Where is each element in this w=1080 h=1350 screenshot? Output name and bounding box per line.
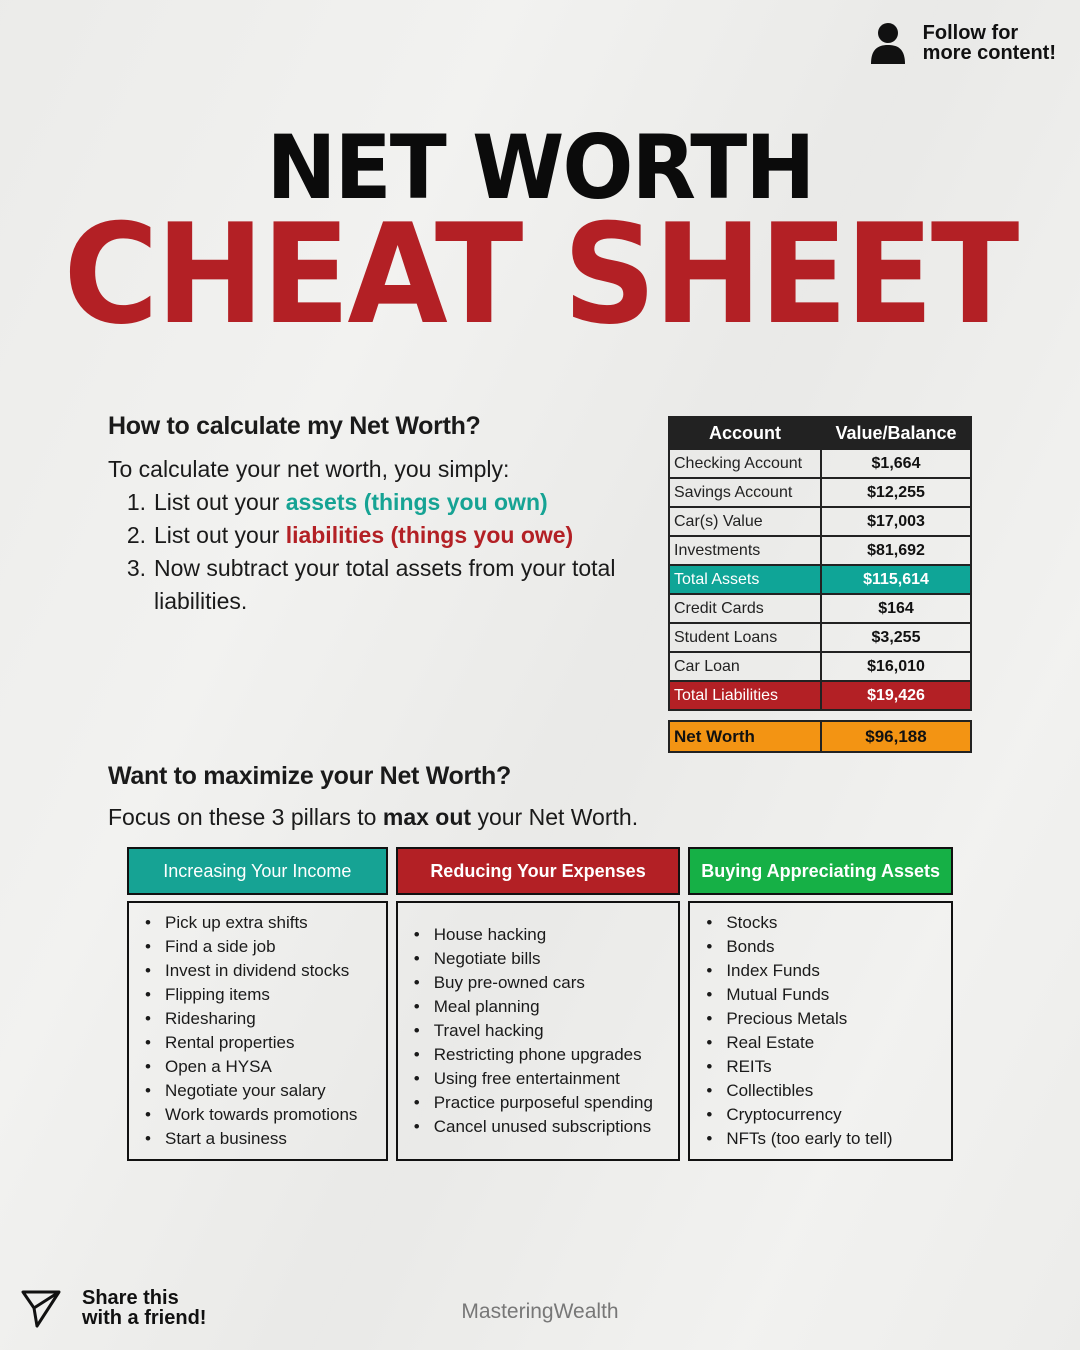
step-item xyxy=(108,519,628,552)
list-item: • Restricting phone upgrades xyxy=(414,1043,673,1067)
how-heading: How to calculate my Net Worth? xyxy=(108,412,481,440)
list-item: • Precious Metals xyxy=(706,1007,945,1031)
list-item: • Negotiate your salary xyxy=(145,1079,380,1103)
list-item: • Collectibles xyxy=(706,1079,945,1103)
share-line-1: Share this xyxy=(82,1287,179,1309)
follow-badge[interactable] xyxy=(871,22,1056,64)
how-section xyxy=(108,412,628,618)
pillar-assets xyxy=(688,847,953,1161)
account-cell: Student Loans xyxy=(669,623,821,652)
table-header-row xyxy=(669,417,971,449)
total-liabilities-row xyxy=(669,681,971,710)
value-cell: $115,614 xyxy=(821,565,971,594)
pillar-list-box xyxy=(688,901,953,1161)
table-row xyxy=(669,652,971,681)
pillar-list xyxy=(706,911,945,1151)
account-cell: Credit Cards xyxy=(669,594,821,623)
list-item: • Invest in dividend stocks xyxy=(145,959,380,983)
person-icon xyxy=(871,22,905,64)
list-item: • NFTs (too early to tell) xyxy=(706,1127,945,1151)
column-header-account: Account xyxy=(669,417,821,449)
account-cell: Car(s) Value xyxy=(669,507,821,536)
pillar-expenses xyxy=(396,847,681,1161)
follow-line-1: Follow for xyxy=(922,22,1019,44)
value-cell: $81,692 xyxy=(821,536,971,565)
list-item: • Pick up extra shifts xyxy=(145,911,380,935)
page-title-line-2: CHEAT SHEET xyxy=(63,194,1017,355)
list-item: • Real Estate xyxy=(706,1031,945,1055)
maximize-intro xyxy=(108,801,638,834)
pillar-list-box xyxy=(127,901,388,1161)
step-text: List out your xyxy=(154,489,286,515)
list-item: • Bonds xyxy=(706,935,945,959)
list-item: • Practice purposeful spending xyxy=(414,1091,673,1115)
maximize-heading: Want to maximize your Net Worth? xyxy=(108,762,511,790)
list-item: • Cryptocurrency xyxy=(706,1103,945,1127)
value-cell: $3,255 xyxy=(821,623,971,652)
account-cell: Total Liabilities xyxy=(669,681,821,710)
account-cell: Checking Account xyxy=(669,449,821,478)
maximize-intro-bold: max out xyxy=(382,804,472,830)
maximize-intro-suffix: your Net Worth. xyxy=(471,804,639,830)
step-text: Now subtract your total assets from your total liabilities. xyxy=(154,555,616,614)
step-item xyxy=(108,486,628,519)
table-row xyxy=(669,507,971,536)
liabilities-highlight: liabilities (things you owe) xyxy=(285,522,574,548)
list-item: • House hacking xyxy=(414,923,673,947)
list-item: • Buy pre-owned cars xyxy=(414,971,673,995)
share-line-2: with a friend! xyxy=(82,1307,207,1329)
list-item: • Work towards promotions xyxy=(145,1103,380,1127)
step-text: List out your xyxy=(154,522,286,548)
pillar-title: Reducing Your Expenses xyxy=(396,847,681,895)
maximize-intro-prefix: Focus on these 3 pillars to xyxy=(108,804,383,830)
value-cell: $17,003 xyxy=(821,507,971,536)
pillar-list xyxy=(145,911,380,1151)
list-item: • Rental properties xyxy=(145,1031,380,1055)
account-cell: Car Loan xyxy=(669,652,821,681)
net-worth-label: Net Worth xyxy=(670,722,822,751)
list-item: • REITs xyxy=(706,1055,945,1079)
page-title-line-1: NET WORTH xyxy=(266,116,814,219)
how-intro: To calculate your net worth, you simply: xyxy=(108,456,510,482)
list-item: • Using free entertainment xyxy=(414,1067,673,1091)
steps-list xyxy=(108,486,628,618)
list-item: • Cancel unused subscriptions xyxy=(414,1115,673,1139)
value-cell: $12,255 xyxy=(821,478,971,507)
list-item: • Flipping items xyxy=(145,983,380,1007)
list-item: • Negotiate bills xyxy=(414,947,673,971)
table-row xyxy=(669,478,971,507)
pillar-title: Increasing Your Income xyxy=(127,847,388,895)
maximize-section xyxy=(108,762,638,834)
list-item: • Mutual Funds xyxy=(706,983,945,1007)
pillar-title: Buying Appreciating Assets xyxy=(688,847,953,895)
value-cell: $19,426 xyxy=(821,681,971,710)
step-item xyxy=(108,552,628,618)
table-row xyxy=(669,449,971,478)
table-row xyxy=(669,594,971,623)
step-number: 3. xyxy=(126,555,146,581)
list-item: • Travel hacking xyxy=(414,1019,673,1043)
assets-highlight: assets (things you own) xyxy=(285,489,548,515)
pillars xyxy=(127,847,953,1161)
value-cell: $164 xyxy=(821,594,971,623)
table-row xyxy=(669,623,971,652)
account-cell: Total Assets xyxy=(669,565,821,594)
value-cell: $16,010 xyxy=(821,652,971,681)
follow-line-2: more content! xyxy=(922,42,1056,64)
brand-name: MasteringWealth xyxy=(461,1300,619,1323)
list-item: • Find a side job xyxy=(145,935,380,959)
total-assets-row xyxy=(669,565,971,594)
pillar-list-box xyxy=(396,901,681,1161)
list-item: • Ridesharing xyxy=(145,1007,380,1031)
follow-text xyxy=(923,23,1056,63)
pillar-list xyxy=(414,923,673,1139)
step-number: 1. xyxy=(126,489,146,515)
value-cell: $1,664 xyxy=(821,449,971,478)
account-cell: Investments xyxy=(669,536,821,565)
table-row xyxy=(669,536,971,565)
net-worth-table xyxy=(668,416,972,711)
column-header-value: Value/Balance xyxy=(821,417,971,449)
list-item: • Stocks xyxy=(706,911,945,935)
list-item: • Open a HYSA xyxy=(145,1055,380,1079)
account-cell: Savings Account xyxy=(669,478,821,507)
pillar-income xyxy=(127,847,388,1161)
list-item: • Meal planning xyxy=(414,995,673,1019)
net-worth-row xyxy=(668,720,972,753)
net-worth-value: $96,188 xyxy=(865,726,927,746)
list-item: • Index Funds xyxy=(706,959,945,983)
list-item: • Start a business xyxy=(145,1127,380,1151)
step-number: 2. xyxy=(126,522,146,548)
